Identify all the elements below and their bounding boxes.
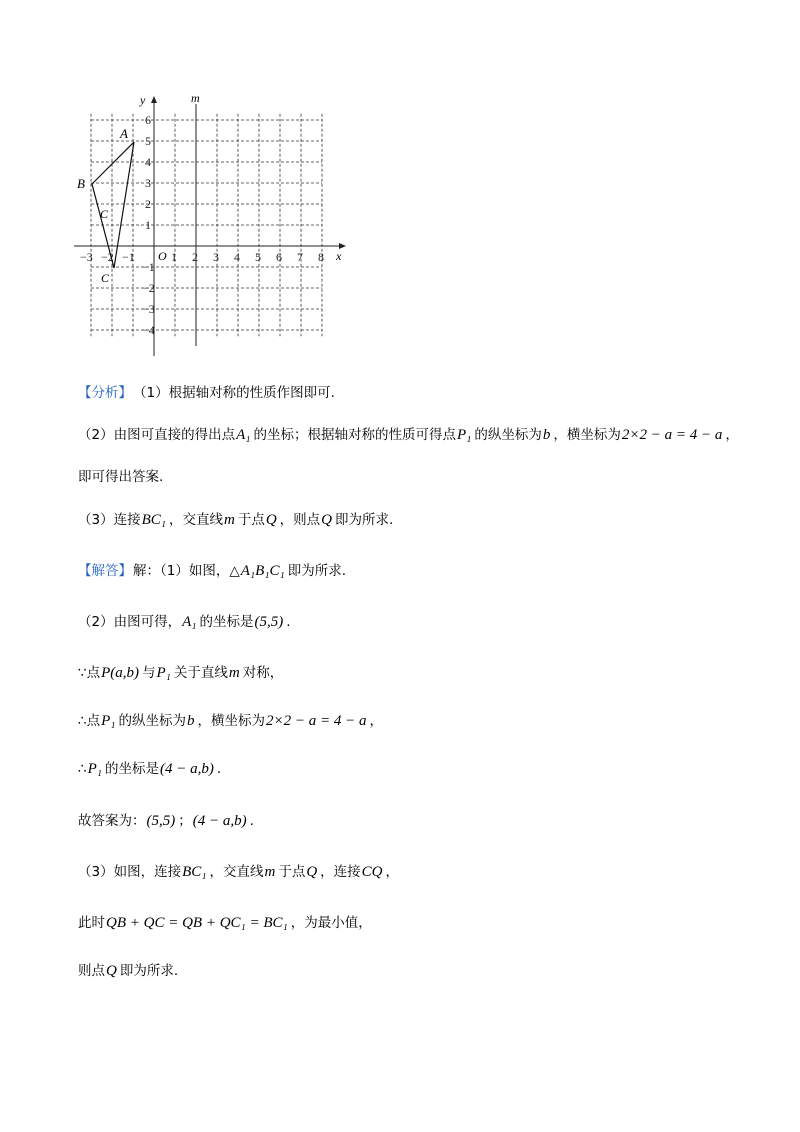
text-run: （1）根据轴对称的性质作图即可. bbox=[133, 385, 335, 401]
point-a-label: A bbox=[120, 126, 128, 141]
text-run: . bbox=[249, 813, 254, 829]
text-run: 对称， bbox=[242, 665, 284, 681]
x-tick-label: −1 bbox=[122, 250, 135, 264]
math-expr: (5,5) bbox=[146, 813, 176, 829]
y-tick-label: 4 bbox=[145, 155, 151, 169]
text-line bbox=[0, 658, 800, 688]
text-run: 的坐标；根据轴对称的性质可得点 bbox=[253, 427, 456, 443]
math-expr: (4 − a,b) bbox=[159, 761, 214, 777]
x-tick-label: 4 bbox=[234, 250, 240, 264]
math-expr: QB + QC = QB + QC₁ = BC₁ bbox=[106, 915, 288, 931]
math-expr: A₁ bbox=[182, 614, 197, 630]
text-run: ， bbox=[369, 713, 383, 729]
text-run: （2）由图可直接的得出点 bbox=[78, 427, 236, 443]
math-expr: m bbox=[228, 665, 240, 681]
y-axis-arrow bbox=[151, 96, 157, 103]
text-run: . bbox=[216, 761, 222, 777]
text-line bbox=[0, 956, 800, 986]
math-expr: P(a,b) bbox=[101, 665, 139, 681]
math-expr: (5,5) bbox=[254, 614, 284, 630]
text-line bbox=[0, 857, 800, 887]
text-run: ， bbox=[725, 427, 739, 443]
y-tick-label: 6 bbox=[145, 113, 151, 127]
y-tick-label: 1 bbox=[145, 218, 151, 232]
math-expr: A₁ bbox=[236, 427, 251, 443]
text-run: ∴点 bbox=[78, 713, 101, 729]
math-expr: P₁ bbox=[101, 713, 116, 729]
y-tick-label: −1 bbox=[142, 260, 155, 274]
x-tick-label: 6 bbox=[276, 250, 282, 264]
text-run: ， bbox=[385, 864, 400, 880]
x-axis-label: x bbox=[336, 249, 342, 263]
x-tick-label: 8 bbox=[318, 250, 324, 264]
text-line bbox=[0, 378, 800, 408]
text-line bbox=[0, 908, 800, 938]
axes bbox=[74, 96, 346, 356]
text-run: ，横坐标为 bbox=[197, 713, 265, 729]
text-run: ∵点 bbox=[78, 665, 101, 681]
math-expr: 2×2 − a = 4 − a bbox=[621, 427, 723, 443]
text-run: ； bbox=[178, 813, 192, 829]
math-expr: Q bbox=[321, 512, 333, 528]
text-run: 的纵坐标为 bbox=[474, 427, 542, 443]
text-run: 的坐标是 bbox=[199, 614, 254, 630]
text-run: ，横坐标为 bbox=[553, 427, 621, 443]
text-run: 即为所求. bbox=[119, 963, 179, 979]
math-expr: Q bbox=[265, 512, 277, 528]
math-expr: Q bbox=[306, 864, 318, 880]
text-run: 即为所求. bbox=[287, 563, 347, 579]
point-b-label: B bbox=[77, 176, 85, 191]
text-line bbox=[0, 806, 800, 836]
text-line bbox=[0, 462, 800, 492]
math-expr: (4 − a,b) bbox=[192, 813, 247, 829]
text-run: ∴ bbox=[78, 761, 87, 777]
text-run: 故答案为： bbox=[78, 813, 146, 829]
text-line bbox=[0, 505, 800, 535]
x-tick-label: 5 bbox=[255, 250, 261, 264]
text-run: ，交直线 bbox=[209, 864, 264, 880]
text-run: 的坐标是 bbox=[104, 761, 159, 777]
text-line bbox=[0, 607, 800, 637]
math-expr: P₁ bbox=[456, 427, 472, 443]
math-expr: m bbox=[264, 864, 276, 880]
dashed-grid bbox=[91, 114, 322, 337]
text-run: 于点 bbox=[278, 864, 306, 880]
math-expr: b bbox=[542, 427, 551, 443]
section-tag: 【分析】 bbox=[78, 385, 132, 401]
math-expr: m bbox=[223, 512, 235, 528]
text-run: 解：（1）如图，△ bbox=[133, 563, 240, 579]
text-run: 关于直线 bbox=[173, 665, 228, 681]
origin-label: O bbox=[158, 249, 167, 263]
text-run: ，交直线 bbox=[168, 512, 223, 528]
text-run: 则点 bbox=[78, 963, 105, 979]
math-expr: BC₁ bbox=[141, 512, 166, 528]
math-expr: A₁B₁C₁ bbox=[240, 563, 285, 579]
section-tag: 【解答】 bbox=[78, 563, 132, 579]
text-run: 即可得出答案. bbox=[78, 469, 164, 485]
text-run: 的纵坐标为 bbox=[118, 713, 186, 729]
x-tick-label: 7 bbox=[297, 250, 303, 264]
text-run: ，为最小值， bbox=[290, 915, 372, 931]
x-tick-label: −2 bbox=[101, 250, 114, 264]
text-run: ，则点 bbox=[279, 512, 321, 528]
text-run: 于点 bbox=[237, 512, 265, 528]
y-tick-label: 3 bbox=[145, 176, 151, 190]
text-run: . bbox=[286, 614, 291, 630]
text-run: 与 bbox=[142, 665, 156, 681]
y-tick-label: −2 bbox=[142, 281, 155, 295]
text-run: 此时 bbox=[78, 915, 105, 931]
y-tick-label: −4 bbox=[142, 323, 155, 337]
text-line bbox=[0, 754, 800, 784]
text-line bbox=[0, 556, 800, 586]
point-c1-label: C bbox=[101, 271, 110, 285]
text-run: （3）连接 bbox=[78, 512, 141, 528]
text-run: （3）如图，连接 bbox=[78, 864, 182, 880]
x-tick-label: 2 bbox=[192, 250, 198, 264]
x-tick-label: 3 bbox=[213, 250, 219, 264]
y-tick-label: −3 bbox=[142, 302, 155, 316]
math-expr: P₁ bbox=[156, 665, 171, 681]
line-m-label: m bbox=[191, 91, 200, 105]
text-line bbox=[0, 420, 800, 450]
math-expr: CQ bbox=[361, 864, 383, 880]
text-run: 即为所求. bbox=[335, 512, 394, 528]
y-axis-label: y bbox=[140, 93, 146, 107]
x-tick-label: 1 bbox=[171, 250, 177, 264]
text-line bbox=[0, 706, 800, 736]
coordinate-figure bbox=[60, 88, 360, 358]
y-tick-label: 2 bbox=[145, 197, 151, 211]
math-expr: P₁ bbox=[87, 761, 102, 777]
x-tick-label: −3 bbox=[80, 250, 93, 264]
math-expr: b bbox=[186, 713, 195, 729]
math-expr: Q bbox=[106, 963, 117, 979]
y-tick-label: 5 bbox=[145, 134, 151, 148]
math-expr: 2×2 − a = 4 − a bbox=[265, 713, 367, 729]
text-run: （2）由图可得， bbox=[78, 614, 182, 630]
math-expr: BC₁ bbox=[182, 864, 207, 880]
point-c-label: C bbox=[100, 207, 109, 221]
text-run: ，连接 bbox=[320, 864, 361, 880]
